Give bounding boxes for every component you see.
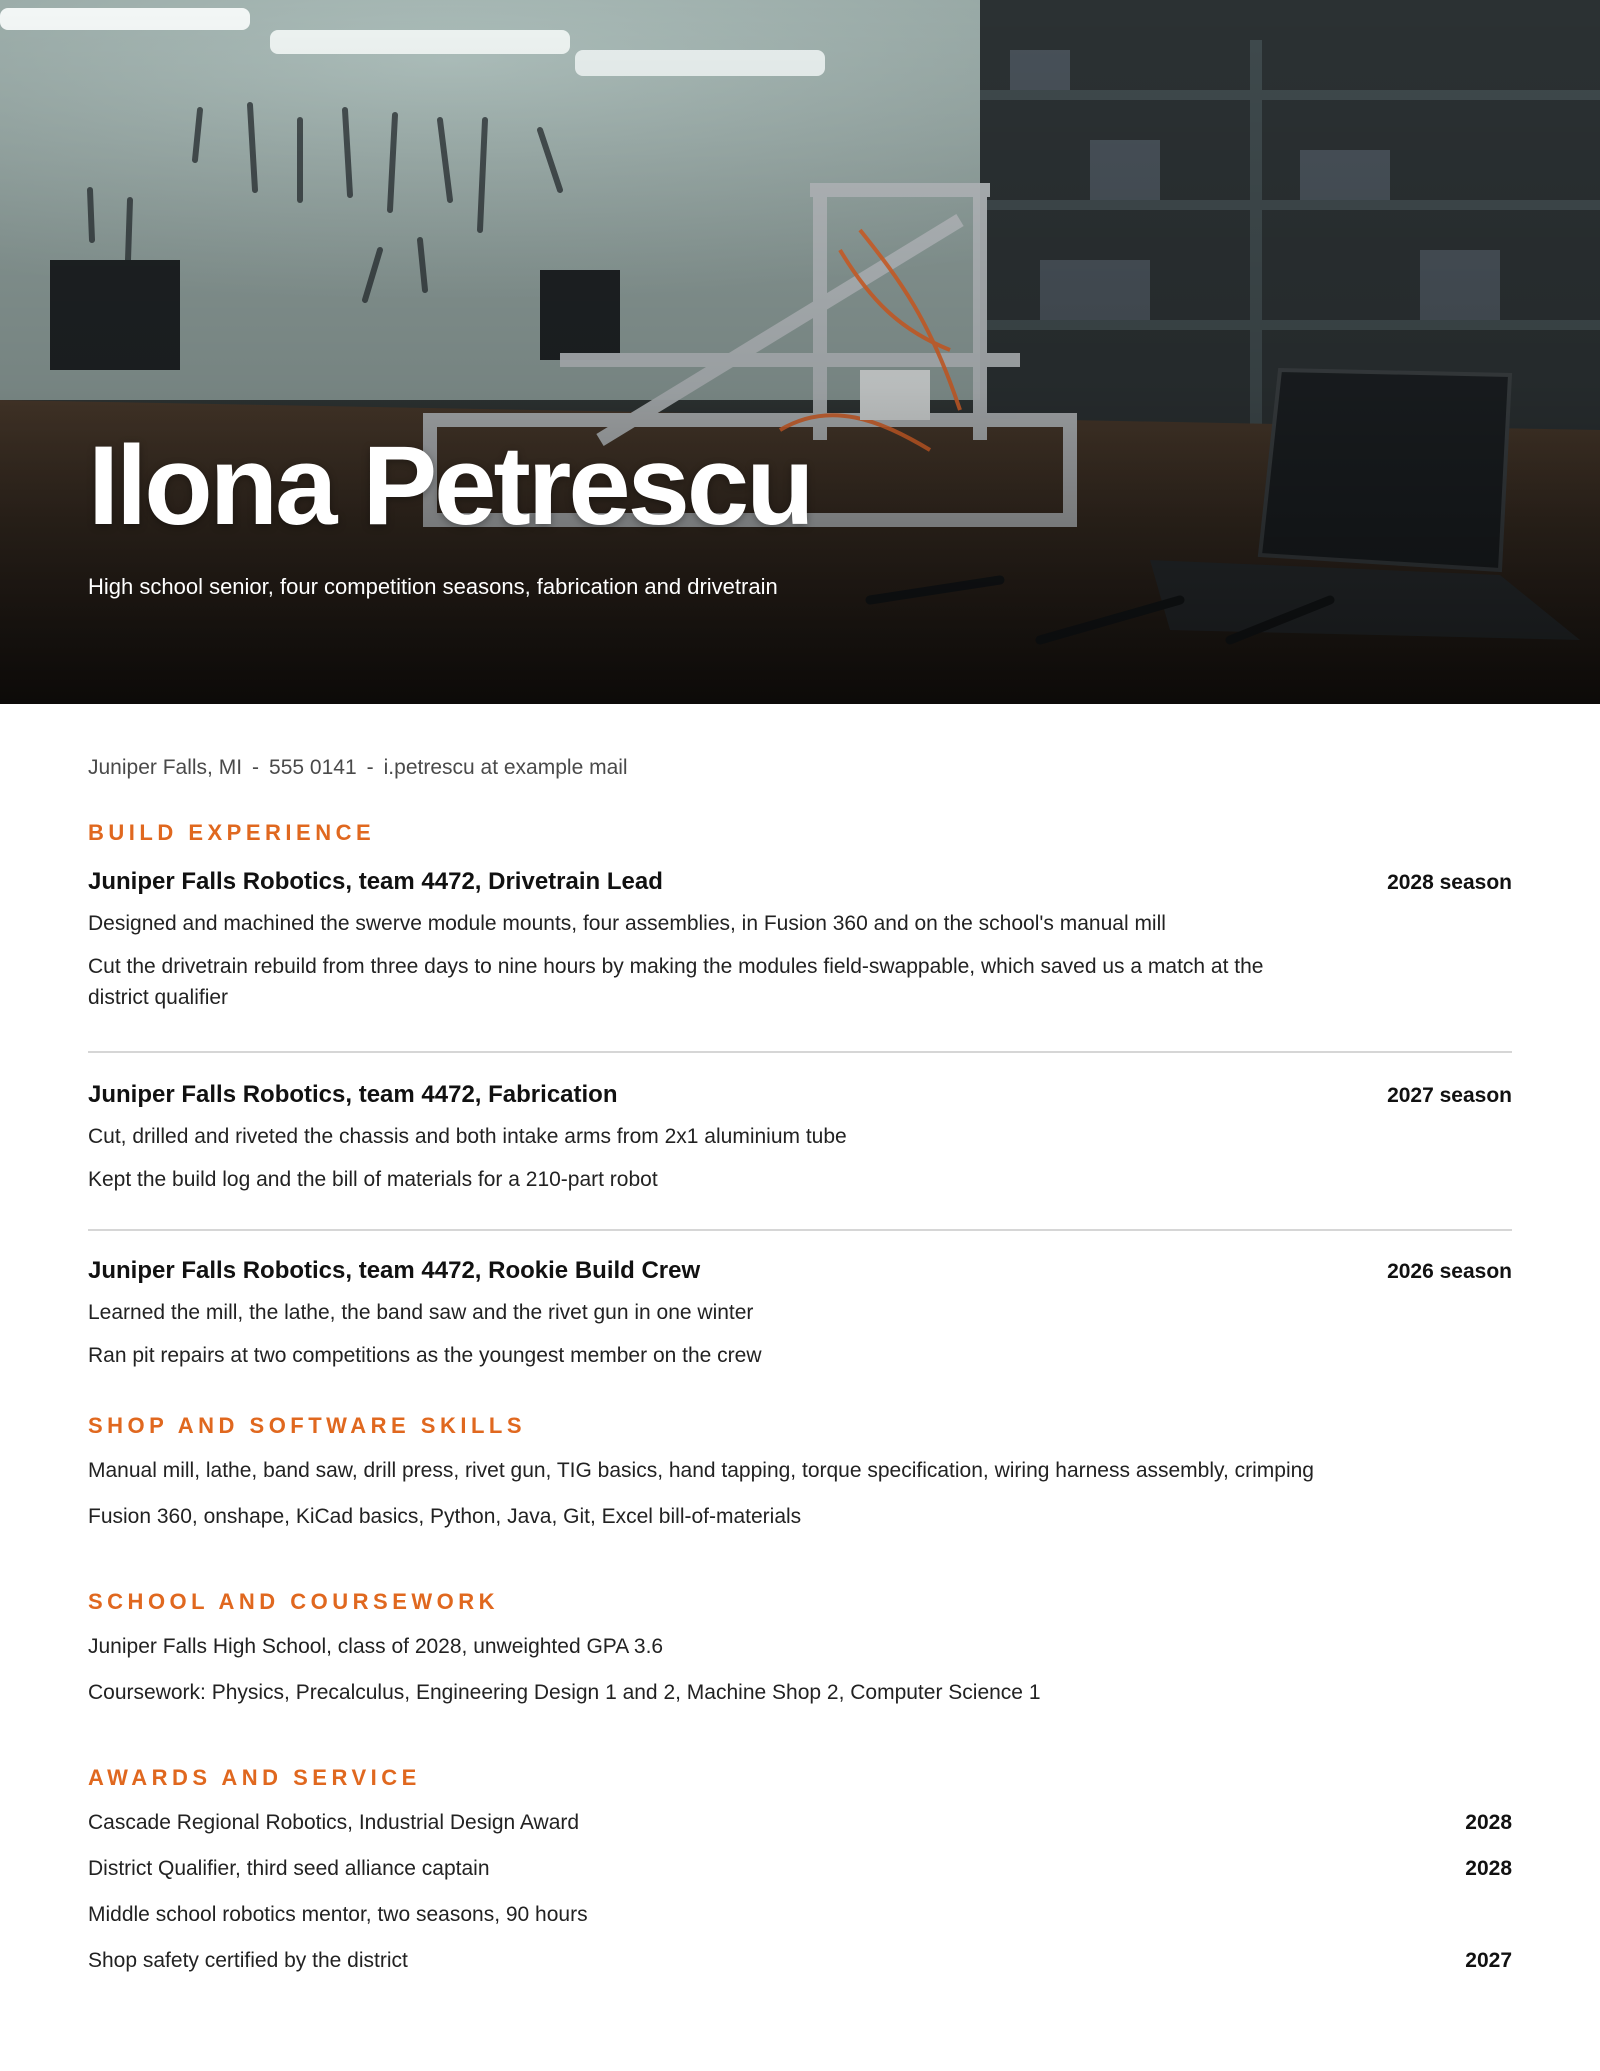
school-section bbox=[88, 1589, 1512, 1705]
experience-bullet: Cut, drilled and riveted the chassis and both intake arms from 2x1 aluminium tube bbox=[88, 1125, 847, 1148]
contact-separator: - bbox=[252, 756, 260, 779]
experience-entry-date: 2028 season bbox=[1387, 871, 1512, 894]
experience-entry bbox=[88, 868, 1512, 1013]
experience-bullet: Designed and machined the swerve module mounts, four assemblies, in Fusion 360 and on the school's manual mill bbox=[88, 912, 1166, 935]
contact-phone: 555 0141 bbox=[269, 756, 357, 779]
award-item bbox=[88, 1811, 1512, 1835]
award-label: District Qualifier, third seed alliance captain bbox=[88, 1857, 490, 1880]
experience-bullet: Learned the mill, the lathe, the band saw and the rivet gun in one winter bbox=[88, 1301, 754, 1324]
award-item bbox=[88, 1857, 1512, 1881]
award-label: Cascade Regional Robotics, Industrial Design Award bbox=[88, 1811, 580, 1834]
section-title-awards: AWARDS AND SERVICE bbox=[88, 1765, 421, 1790]
experience-bullet: Cut the drivetrain rebuild from three days to nine hours by making the modules field-swappable, which saved us a match at the district qualifier bbox=[88, 955, 1264, 1009]
experience-entry bbox=[88, 1081, 1512, 1195]
hero-banner bbox=[0, 0, 1600, 704]
skills-line: Fusion 360, onshape, KiCad basics, Python, Java, Git, Excel bill-of-materials bbox=[88, 1505, 802, 1528]
experience-entry-date: 2026 season bbox=[1387, 1260, 1512, 1283]
school-line: Juniper Falls High School, class of 2028, unweighted GPA 3.6 bbox=[88, 1635, 664, 1658]
contact-line bbox=[88, 756, 1512, 780]
contact-location: Juniper Falls, MI bbox=[88, 756, 243, 779]
section-title-skills: SHOP AND SOFTWARE SKILLS bbox=[88, 1413, 527, 1438]
experience-entry bbox=[88, 1257, 1512, 1371]
contact-email: i.petrescu at example mail bbox=[383, 756, 628, 779]
skills-section bbox=[88, 1413, 1512, 1529]
award-label: Middle school robotics mentor, two seasons, 90 hours bbox=[88, 1903, 588, 1926]
experience-bullet: Kept the build log and the bill of materials for a 210-part robot bbox=[88, 1168, 658, 1191]
resume-body bbox=[88, 756, 1512, 1973]
award-year: 2028 bbox=[1465, 1857, 1512, 1880]
candidate-name: Ilona Petrescu bbox=[88, 423, 812, 548]
section-title-build-experience: BUILD EXPERIENCE bbox=[88, 820, 376, 845]
award-year: 2028 bbox=[1465, 1811, 1512, 1834]
award-year: 2027 bbox=[1465, 1949, 1512, 1972]
experience-entry-header bbox=[88, 1257, 1512, 1285]
contact-separator: - bbox=[366, 756, 374, 779]
experience-entry-title: Juniper Falls Robotics, team 4472, Fabrication bbox=[88, 1081, 618, 1108]
experience-entry-header bbox=[88, 868, 1512, 896]
experience-entry-date: 2027 season bbox=[1387, 1084, 1512, 1107]
award-item bbox=[88, 1949, 1512, 1973]
award-label: Shop safety certified by the district bbox=[88, 1949, 408, 1972]
build-experience-section bbox=[88, 820, 1512, 1371]
coursework-line: Coursework: Physics, Precalculus, Engineering Design 1 and 2, Machine Shop 2, Computer Science 1 bbox=[88, 1681, 1041, 1704]
experience-entry-title: Juniper Falls Robotics, team 4472, Drivetrain Lead bbox=[88, 868, 663, 895]
experience-bullet: Ran pit repairs at two competitions as the youngest member on the crew bbox=[88, 1344, 762, 1367]
section-title-school: SCHOOL AND COURSEWORK bbox=[88, 1589, 500, 1614]
awards-section bbox=[88, 1765, 1512, 1973]
skills-line: Manual mill, lathe, band saw, drill press, rivet gun, TIG basics, hand tapping, torque specification, wiring harness assembly, crimping bbox=[88, 1459, 1314, 1482]
entry-divider bbox=[88, 1051, 1512, 1053]
experience-entry-header bbox=[88, 1081, 1512, 1109]
award-item bbox=[88, 1903, 1512, 1927]
candidate-tagline: High school senior, four competition seasons, fabrication and drivetrain bbox=[88, 574, 778, 599]
entry-divider bbox=[88, 1229, 1512, 1231]
experience-entry-title: Juniper Falls Robotics, team 4472, Rookie Build Crew bbox=[88, 1257, 701, 1284]
